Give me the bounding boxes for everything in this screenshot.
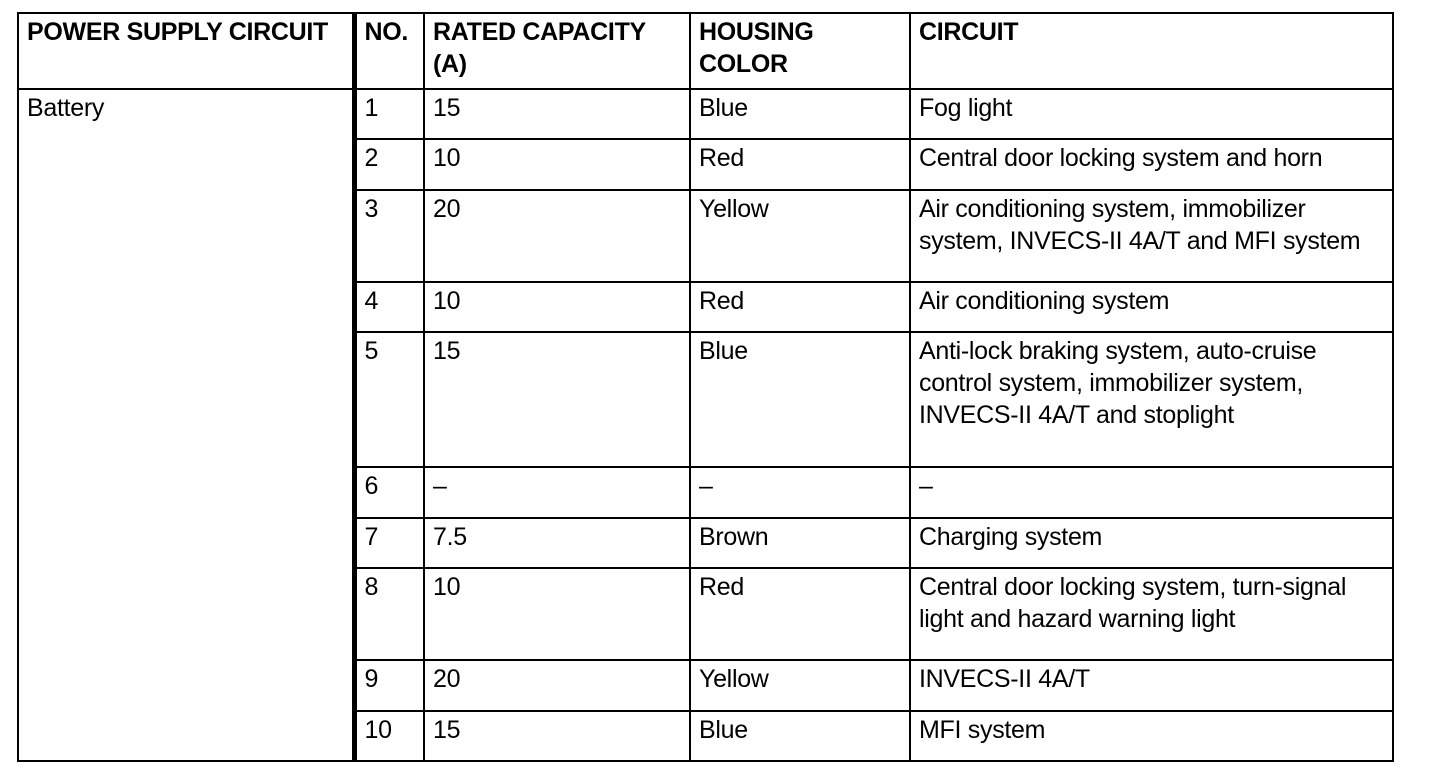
- table-body: [18, 89, 1393, 761]
- fuse-number: 8: [354, 568, 424, 661]
- header-rated-capacity: RATED CAPACITY (A): [424, 13, 690, 89]
- table-header: [18, 13, 1393, 89]
- housing-color: –: [690, 467, 910, 517]
- housing-color: Red: [690, 139, 910, 189]
- circuit-description: INVECS-II 4A/T: [910, 660, 1393, 710]
- circuit-description: Anti-lock braking system, auto-cruise control system, immobilizer system, INVECS-II 4A/T and stoplight: [910, 332, 1393, 467]
- rated-capacity: 20: [424, 190, 690, 283]
- rated-capacity: 10: [424, 139, 690, 189]
- housing-color: Red: [690, 282, 910, 332]
- housing-color: Red: [690, 568, 910, 661]
- fuse-number: 6: [354, 467, 424, 517]
- housing-color: Blue: [690, 711, 910, 761]
- housing-color: Blue: [690, 332, 910, 467]
- fuse-number: 10: [354, 711, 424, 761]
- housing-color: Yellow: [690, 660, 910, 710]
- housing-color: Blue: [690, 89, 910, 139]
- rated-capacity: 15: [424, 711, 690, 761]
- rated-capacity: –: [424, 467, 690, 517]
- rated-capacity: 10: [424, 568, 690, 661]
- fuse-number: 4: [354, 282, 424, 332]
- rated-capacity: 7.5: [424, 518, 690, 568]
- fuse-number: 9: [354, 660, 424, 710]
- circuit-description: Fog light: [910, 89, 1393, 139]
- rated-capacity: 20: [424, 660, 690, 710]
- fuse-table: [17, 12, 1394, 762]
- table-row: [18, 89, 1393, 139]
- header-circuit: CIRCUIT: [910, 13, 1393, 89]
- circuit-description: Air conditioning system: [910, 282, 1393, 332]
- fuse-number: 2: [354, 139, 424, 189]
- circuit-description: MFI system: [910, 711, 1393, 761]
- fuse-number: 7: [354, 518, 424, 568]
- circuit-description: –: [910, 467, 1393, 517]
- fuse-number: 3: [354, 190, 424, 283]
- fuse-number: 1: [354, 89, 424, 139]
- circuit-description: Central door locking system and horn: [910, 139, 1393, 189]
- fuse-number: 5: [354, 332, 424, 467]
- header-row: [18, 13, 1393, 89]
- housing-color: Yellow: [690, 190, 910, 283]
- circuit-description: Central door locking system, turn-signal light and hazard warning light: [910, 568, 1393, 661]
- header-housing-color: HOUSING COLOR: [690, 13, 910, 89]
- circuit-description: Charging system: [910, 518, 1393, 568]
- rated-capacity: 15: [424, 89, 690, 139]
- circuit-description: Air conditioning system, immobilizer system, INVECS-II 4A/T and MFI system: [910, 190, 1393, 283]
- power-supply-cell: Battery: [18, 89, 354, 761]
- rated-capacity: 10: [424, 282, 690, 332]
- rated-capacity: 15: [424, 332, 690, 467]
- header-power-supply-circuit: POWER SUPPLY CIRCUIT: [18, 13, 354, 89]
- header-no: NO.: [354, 13, 424, 89]
- housing-color: Brown: [690, 518, 910, 568]
